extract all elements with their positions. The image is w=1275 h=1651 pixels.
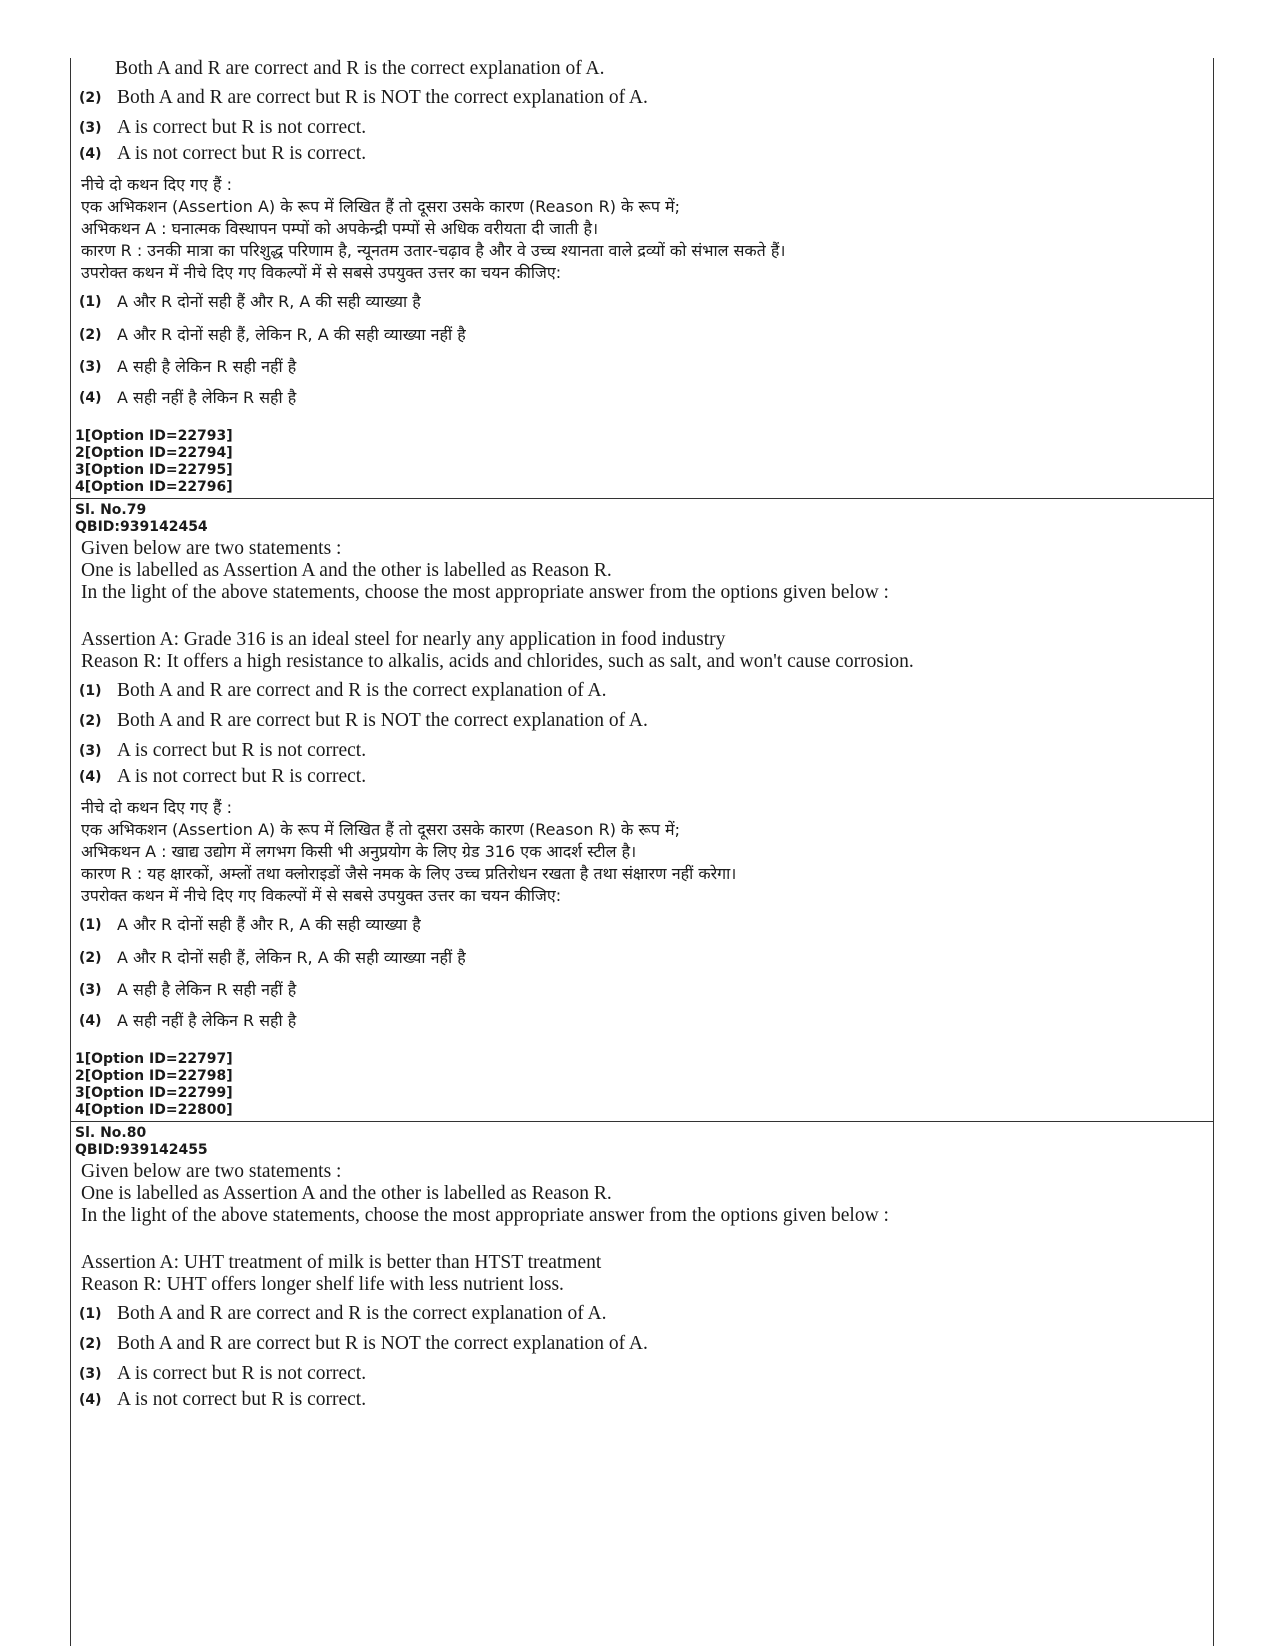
stem-line: One is labelled as Assertion A and the other is labelled as Reason R. xyxy=(81,560,612,581)
reason: Reason R: UHT offers longer shelf life with less nutrient loss. xyxy=(81,1274,564,1295)
option-hi-3 xyxy=(79,355,296,379)
hindi-stem-line: अभिकथन A : घनात्मक विस्थापन पम्पों को अपकेन्द्री पम्पों से अधिक वरीयता दी जाती है। xyxy=(81,219,599,238)
page-frame xyxy=(70,58,1214,1646)
option-number: (3) xyxy=(79,359,102,375)
option-number: (2) xyxy=(79,327,102,343)
option-text: A और R दोनों सही हैं और R, A की सही व्याख्या है xyxy=(117,292,421,311)
option-number: (1) xyxy=(79,683,102,699)
option-number: (3) xyxy=(79,982,102,998)
option-hi-1 xyxy=(79,913,421,937)
stem-line: In the light of the above statements, choose the most appropriate answer from the options given below : xyxy=(81,582,889,603)
option-number: (1) xyxy=(79,294,102,310)
option-number: (4) xyxy=(79,1392,102,1408)
option-text: A सही है लेकिन R सही नहीं है xyxy=(117,357,297,376)
hindi-stem-line: उपरोक्त कथन में नीचे दिए गए विकल्पों में से सबसे उपयुक्त उत्तर का चयन कीजिए: xyxy=(81,263,562,282)
reason: Reason R: It offers a high resistance to alkalis, acids and chlorides, such as salt, and won't cause corrosion. xyxy=(81,651,914,672)
option-text: A is correct but R is not correct. xyxy=(117,117,367,138)
option-text: A is correct but R is not correct. xyxy=(117,1363,367,1384)
option-text: Both A and R are correct but R is NOT the correct explanation of A. xyxy=(117,710,648,731)
qbid: QBID:939142455 xyxy=(75,1142,208,1158)
option-text: A is not correct but R is correct. xyxy=(117,1389,367,1410)
option-en-2 xyxy=(79,86,648,110)
option-number: (2) xyxy=(79,713,102,729)
option-hi-4 xyxy=(79,1009,296,1033)
option-id: 1[Option ID=22797] xyxy=(75,1051,233,1067)
option-text: Both A and R are correct and R is the correct explanation of A. xyxy=(117,1303,607,1324)
option-number: (4) xyxy=(79,769,102,785)
option-number: (3) xyxy=(79,1366,102,1382)
option-number: (4) xyxy=(79,390,102,406)
option-text: A और R दोनों सही हैं, लेकिन R, A की सही व्याख्या नहीं है xyxy=(117,325,466,344)
option-number: (3) xyxy=(79,743,102,759)
option-hi-4 xyxy=(79,386,296,410)
stem-line: One is labelled as Assertion A and the other is labelled as Reason R. xyxy=(81,1183,612,1204)
option-text: A सही नहीं है लेकिन R सही है xyxy=(117,1011,297,1030)
option-en-1: Both A and R are correct and R is the correct explanation of A. xyxy=(115,58,605,79)
option-id: 3[Option ID=22799] xyxy=(75,1085,233,1101)
stem-line: In the light of the above statements, choose the most appropriate answer from the options given below : xyxy=(81,1205,889,1226)
hindi-stem-line: एक अभिकशन (Assertion A) के रूप में लिखित हैं तो दूसरा उसके कारण (Reason R) के रूप में; xyxy=(81,197,680,216)
option-number: (3) xyxy=(79,120,102,136)
hindi-stem-line: कारण R : उनकी मात्रा का परिशुद्ध परिणाम है, न्यूनतम उतार-चढ़ाव है और वे उच्च श्यानता वाले द्रव्यों को संभाल सकते हैं। xyxy=(81,241,786,260)
option-en-3 xyxy=(79,739,366,763)
assertion: Assertion A: Grade 316 is an ideal steel for nearly any application in food industry xyxy=(81,629,726,650)
option-text: A और R दोनों सही हैं और R, A की सही व्याख्या है xyxy=(117,915,421,934)
option-id: 4[Option ID=22800] xyxy=(75,1102,233,1118)
option-text: Both A and R are correct and R is the correct explanation of A. xyxy=(117,680,607,701)
option-id: 3[Option ID=22795] xyxy=(75,462,233,478)
option-en-4 xyxy=(79,1388,366,1412)
stem-line: Given below are two statements : xyxy=(81,538,342,559)
option-id: 2[Option ID=22798] xyxy=(75,1068,233,1084)
option-en-1 xyxy=(79,679,607,703)
option-text: Both A and R are correct but R is NOT the correct explanation of A. xyxy=(117,1333,648,1354)
hindi-stem-line: अभिकथन A : खाद्य उद्योग में लगभग किसी भी अनुप्रयोग के लिए ग्रेड 316 एक आदर्श स्टील है। xyxy=(81,842,637,861)
option-hi-2 xyxy=(79,946,466,970)
option-hi-2 xyxy=(79,323,466,347)
option-en-2 xyxy=(79,709,648,733)
option-en-4 xyxy=(79,765,366,789)
option-text: A सही नहीं है लेकिन R सही है xyxy=(117,388,297,407)
option-text: A सही है लेकिन R सही नहीं है xyxy=(117,980,297,999)
serial-number: Sl. No.79 xyxy=(75,502,147,518)
option-text: A is not correct but R is correct. xyxy=(117,143,367,164)
hindi-stem-line: एक अभिकशन (Assertion A) के रूप में लिखित हैं तो दूसरा उसके कारण (Reason R) के रूप में; xyxy=(81,820,680,839)
option-en-3 xyxy=(79,1362,366,1386)
hindi-stem-line: नीचे दो कथन दिए गए हैं : xyxy=(81,798,232,817)
qbid: QBID:939142454 xyxy=(75,519,208,535)
hindi-stem-line: कारण R : यह क्षारकों, अम्लों तथा क्लोराइडों जैसे नमक के लिए उच्च प्रतिरोधन रखता है तथा संक्षारण नहीं करेगा। xyxy=(81,864,737,883)
option-number: (2) xyxy=(79,950,102,966)
option-en-1 xyxy=(79,1302,607,1326)
option-id: 2[Option ID=22794] xyxy=(75,445,233,461)
question-divider xyxy=(71,1121,1213,1122)
option-text: A और R दोनों सही हैं, लेकिन R, A की सही व्याख्या नहीं है xyxy=(117,948,466,967)
option-number: (1) xyxy=(79,1306,102,1322)
question-divider xyxy=(71,498,1213,499)
hindi-stem-line: नीचे दो कथन दिए गए हैं : xyxy=(81,175,232,194)
option-text: A is correct but R is not correct. xyxy=(117,740,367,761)
option-number: (4) xyxy=(79,1013,102,1029)
option-en-3 xyxy=(79,116,366,140)
assertion: Assertion A: UHT treatment of milk is better than HTST treatment xyxy=(81,1252,602,1273)
option-number: (4) xyxy=(79,146,102,162)
option-text: A is not correct but R is correct. xyxy=(117,766,367,787)
option-id: 1[Option ID=22793] xyxy=(75,428,233,444)
option-en-4 xyxy=(79,142,366,166)
option-en-2 xyxy=(79,1332,648,1356)
option-hi-1 xyxy=(79,290,421,314)
option-number: (2) xyxy=(79,1336,102,1352)
option-number: (1) xyxy=(79,917,102,933)
option-hi-3 xyxy=(79,978,296,1002)
hindi-stem-line: उपरोक्त कथन में नीचे दिए गए विकल्पों में से सबसे उपयुक्त उत्तर का चयन कीजिए: xyxy=(81,886,562,905)
option-id: 4[Option ID=22796] xyxy=(75,479,233,495)
stem-line: Given below are two statements : xyxy=(81,1161,342,1182)
option-number: (2) xyxy=(79,90,102,106)
option-text: Both A and R are correct but R is NOT the correct explanation of A. xyxy=(117,87,648,108)
serial-number: Sl. No.80 xyxy=(75,1125,147,1141)
